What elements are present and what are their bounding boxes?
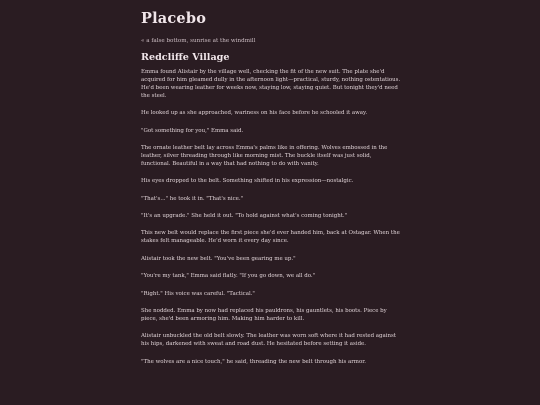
chapter-heading: Redcliffe Village bbox=[141, 52, 230, 63]
story-paragraph: "Got something for you," Emma said. bbox=[141, 127, 244, 134]
story-paragraph: Alistair unbuckled the old belt slowly. The leather was worn soft where it had rested against his hips, darkened with sweat and road dust. He hesitated before setting it aside. bbox=[141, 333, 396, 348]
story-paragraph: "Right." His voice was careful. "Tactical." bbox=[141, 290, 255, 297]
story-body bbox=[141, 69, 401, 366]
story-paragraph: "That's..." he took it in. "That's nice." bbox=[141, 195, 244, 202]
story-paragraph: "The wolves are a nice touch," he said, threading the new belt through his armor. bbox=[141, 358, 366, 365]
story-paragraph: She nodded. Emma by now had replaced his pauldrons, his gauntlets, his boots. Piece by piece, she'd been armoring him. Making him harder to kill. bbox=[141, 307, 387, 322]
story-column bbox=[141, 0, 401, 376]
story-paragraph: The ornate leather belt lay across Emma's palms like in offering. Wolves embossed in the leather, silver threading through like morning mist. The buckle itself was just solid, functional. Beautiful in a way that had nothing to do with vanity. bbox=[141, 144, 388, 167]
story-paragraph: Emma found Alistair by the village well, checking the fit of the new suit. The plate she'd acquired for him gleamed dully in the afternoon light—practical, sturdy, nothing ostentatious. He'd been wearing leather for weeks now, staying low, staying quiet. But tonight they'd need the steel. bbox=[141, 69, 401, 99]
story-paragraph: "You're my tank," Emma said flatly. "If you go down, we all do." bbox=[141, 273, 316, 280]
story-paragraph: He looked up as she approached, wariness on his face before he schooled it away. bbox=[141, 110, 368, 117]
story-paragraph: "It's an upgrade." She held it out. "To hold against what's coming tonight." bbox=[141, 212, 348, 219]
story-paragraph: Alistair took the new belt. "You've been gearing me up." bbox=[141, 255, 296, 262]
story-title: Placebo bbox=[141, 10, 207, 27]
story-subtitle: « a false bottom, sunrise at the windmill bbox=[141, 38, 256, 44]
story-paragraph: His eyes dropped to the belt. Something shifted in his expression—nostalgic. bbox=[141, 178, 354, 185]
story-paragraph: This new belt would replace the first piece she'd ever handed him, back at Ostagar. When the stakes felt manageable. He'd worn it every day since. bbox=[141, 230, 400, 245]
